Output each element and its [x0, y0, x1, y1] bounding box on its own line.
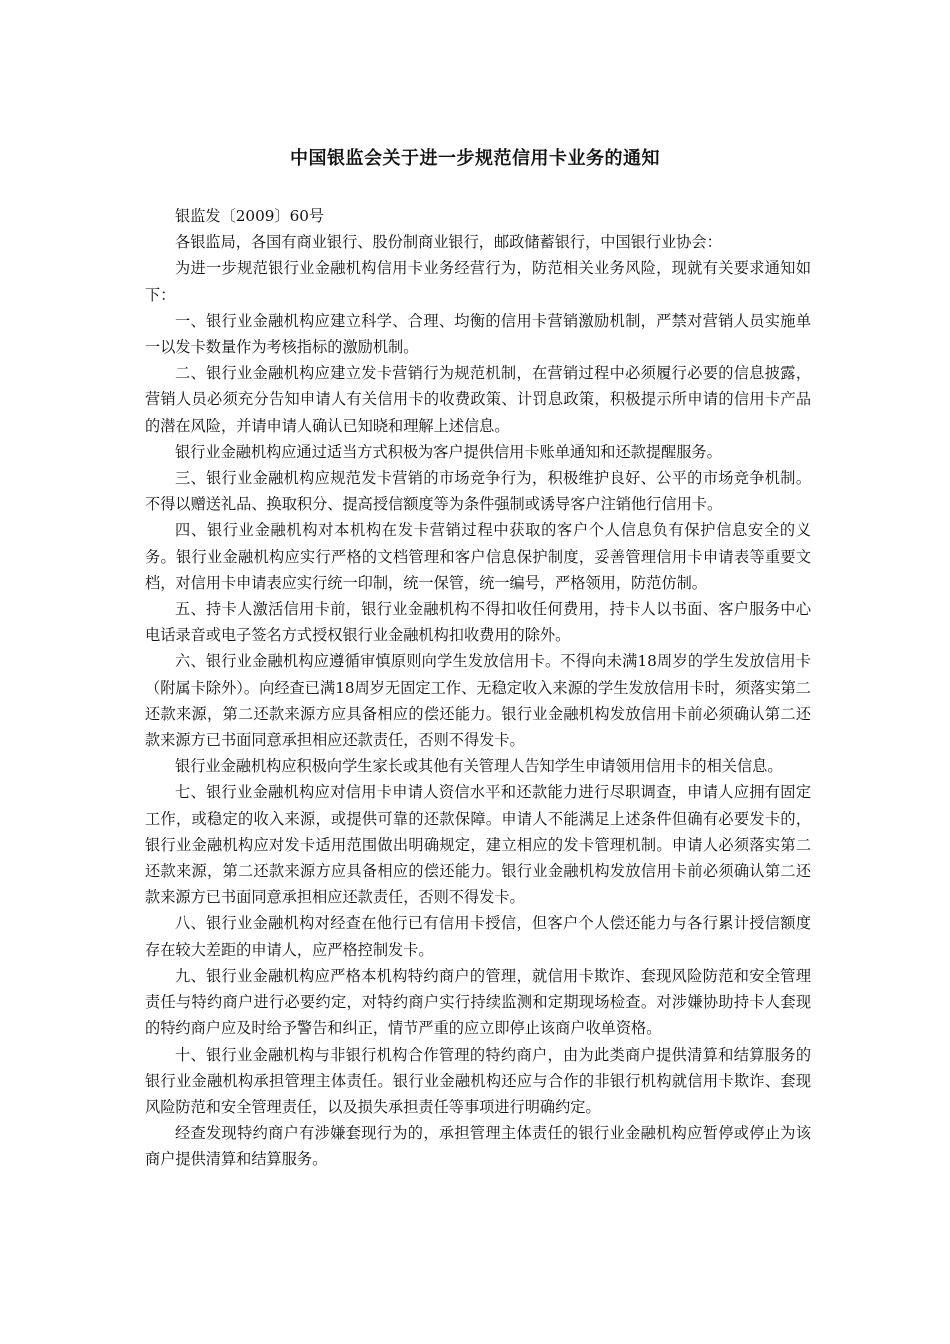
item-4-paragraph: 四、银行业金融机构对本机构在发卡营销过程中获取的客户个人信息负有保护信息安全的义务。银行业金融机构应实行严格的文档管理和客户信息保护制度，妥善管理信用卡申请表等重要文档，对信用卡申请表应实行统一印制，统一保管，统一编号，严格领用，防范仿制。 — [145, 521, 811, 592]
document-number: 银监发〔2009〕60号 — [175, 207, 325, 225]
item-8-paragraph: 八、银行业金融机构对经查在他行已有信用卡授信，但客户个人偿还能力与各行累计授信额度存在较大差距的申请人，应严格控制发卡。 — [145, 914, 811, 959]
item-1-paragraph: 一、银行业金融机构应建立科学、合理、均衡的信用卡营销激励机制，严禁对营销人员实施单一以发卡数量作为考核指标的激励机制。 — [145, 311, 811, 357]
item-2-supplement-paragraph: 银行业金融机构应通过适当方式积极为客户提供信用卡账单通知和还款提醒服务。 — [175, 442, 722, 461]
intro-paragraph: 为进一步规范银行业金融机构信用卡业务经营行为，防范相关业务风险，现就有关要求通知如下： — [145, 259, 811, 304]
item-3-paragraph: 三、银行业金融机构应规范发卡营销的市场竞争行为，积极维护良好、公平的市场竞争机制。不得以赠送礼品、换取积分、提高授信额度等为条件强制或诱导客户注销他行信用卡。 — [145, 469, 811, 514]
item-6-paragraph: 六、银行业金融机构应遵循审慎原则向学生发放信用卡。不得向未满18周岁的学生发放信用卡（附属卡除外）。向经查已满18周岁无固定工作、无稳定收入来源的学生发放信用卡时，须落实第二还款来源，第二还款来源方应具备相应的偿还能力。银行业金融机构发放信用卡前必须确认第二还款来源方已书面同意承担相应还款责任，否则不得发卡。 — [145, 652, 811, 750]
item-7-paragraph: 七、银行业金融机构应对信用卡申请人资信水平和还款能力进行尽职调查，申请人应拥有固定工作，或稳定的收入来源，或提供可靠的还款保障。申请人不能满足上述条件但确有必要发卡的，银行业金融机构应对发卡适用范围做出明确规定，建立相应的发卡管理机制。申请人必须落实第二还款来源，第二还款来源方应具备相应的偿还能力。银行业金融机构发放信用卡前必须确认第二还款来源方已书面同意承担相应还款责任，否则不得发卡。 — [145, 783, 811, 907]
item-2-paragraph: 二、银行业金融机构应建立发卡营销行为规范机制，在营销过程中必须履行必要的信息披露，营销人员必须充分告知申请人有关信用卡的收费政策、计罚息政策，积极提示所申请的信用卡产品的潜在风险，并请申请人确认已知晓和理解上述信息。 — [145, 364, 811, 435]
item-9-paragraph: 九、银行业金融机构应严格本机构特约商户的管理，就信用卡欺诈、套现风险防范和安全管理责任与特约商户进行必要约定，对特约商户实行持续监测和定期现场检查。对涉嫌协助持卡人套现的特约商户应及时给予警告和纠正，情节严重的应立即停止该商户收单资格。 — [145, 966, 811, 1038]
document-body — [145, 203, 811, 1173]
item-10-paragraph: 十、银行业金融机构与非银行机构合作管理的特约商户，由为此类商户提供清算和结算服务的银行业金融机构承担管理主体责任。银行业金融机构还应与合作的非银行机构就信用卡欺诈、套现风险防范和安全管理责任，以及损失承担责任等事项进行明确约定。 — [145, 1045, 811, 1116]
item-5-paragraph: 五、持卡人激活信用卡前，银行业金融机构不得扣收任何费用，持卡人以书面、客户服务中心电话录音或电子签名方式授权银行业金融机构扣收费用的除外。 — [145, 600, 811, 645]
item-6-supplement-paragraph: 银行业金融机构应积极向学生家长或其他有关管理人告知学生申请领用信用卡的相关信息。 — [175, 757, 783, 776]
addressee-line: 各银监局，各国有商业银行、股份制商业银行，邮政储蓄银行，中国银行业协会： — [175, 233, 722, 252]
item-10-supplement-paragraph: 经查发现特约商户有涉嫌套现行为的，承担管理主体责任的银行业金融机构应暂停或停止为该商户提供清算和结算服务。 — [145, 1124, 811, 1169]
document-title: 中国银监会关于进一步规范信用卡业务的通知 — [290, 148, 660, 169]
